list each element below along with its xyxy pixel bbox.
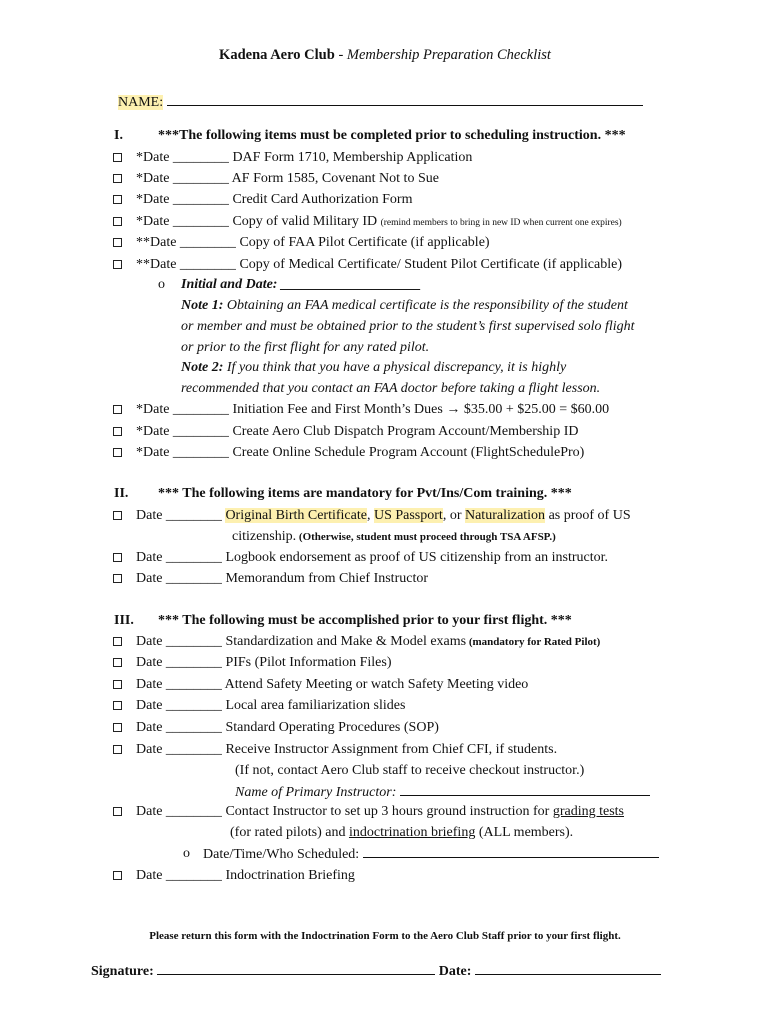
primary-instructor-line[interactable]: [400, 783, 650, 796]
checklist-item: Date ________ Indoctrination Briefing: [136, 868, 355, 883]
highlight-naturalization: Naturalization: [464, 508, 546, 523]
highlight-birth-certificate: Original Birth Certificate: [225, 508, 367, 523]
checkbox-icon[interactable]: [113, 511, 122, 520]
signature-row: [91, 962, 661, 981]
citizenship-line2: citizenship. (Otherwise, student must proceed through TSA AFSP.): [232, 529, 556, 544]
section2-number: II.: [114, 486, 129, 501]
primary-instructor-label: Name of Primary Instructor:: [235, 785, 397, 800]
sub-bullet-icon: o: [158, 277, 165, 292]
military-id-note: (remind members to bring in new ID when current one expires): [380, 218, 622, 228]
checkbox-icon[interactable]: [113, 658, 122, 667]
note1-line2: or member and must be obtained prior to the student’s first supervised solo flight: [181, 319, 635, 334]
contact-line2: (for rated pilots) and indoctrination briefing (ALL members).: [230, 825, 574, 840]
checklist-item: Date ________ Attend Safety Meeting or watch Safety Meeting video: [136, 677, 529, 692]
section1-heading: ***The following items must be completed prior to scheduling instruction. ***: [158, 128, 626, 143]
checklist-item: *Date ________ Create Aero Club Dispatch Program Account/Membership ID: [136, 424, 579, 439]
footer-note: Please return this form with the Indoctrination Form to the Aero Club Staff prior to your first flight.: [149, 930, 621, 942]
signature-label: Signature:: [91, 964, 154, 979]
initial-and-date: Initial and Date: ____________________: [181, 277, 421, 292]
checklist-item: **Date ________ Copy of FAA Pilot Certificate (if applicable): [136, 235, 490, 250]
checklist-item: Date ________ Logbook endorsement as proof of US citizenship from an instructor.: [136, 550, 609, 565]
checklist-item-contact: Date ________ Contact Instructor to set up 3 hours ground instruction for grading tests: [136, 804, 624, 819]
cfi-line2: (If not, contact Aero Club staff to receive checkout instructor.): [235, 763, 585, 778]
section2-heading: *** The following items are mandatory for Pvt/Ins/Com training. ***: [158, 486, 572, 501]
checklist-item: **Date ________ Copy of Medical Certificate/ Student Pilot Certificate (if applicable): [136, 257, 622, 272]
checklist-item: *Date ________ Credit Card Authorization Form: [136, 192, 413, 207]
title-subtitle: Membership Preparation Checklist: [346, 47, 551, 63]
indoctrination-briefing-link: indoctrination briefing: [348, 825, 476, 840]
checkbox-icon[interactable]: [113, 195, 122, 204]
scheduled-line[interactable]: [363, 845, 659, 858]
checklist-item: *Date ________ AF Form 1585, Covenant Not to Sue: [136, 171, 439, 186]
note2-line2: recommended that you contact an FAA doctor before taking a flight lesson.: [181, 381, 601, 396]
name-field-line[interactable]: [167, 93, 643, 106]
checklist-item: *Date ________ Create Online Schedule Program Account (FlightSchedulePro): [136, 445, 585, 460]
date-label: Date:: [438, 964, 472, 979]
note1-line1: Note 1: Obtaining an FAA medical certificate is the responsibility of the student: [181, 298, 628, 313]
scheduled-label: Date/Time/Who Scheduled:: [203, 847, 360, 862]
checklist-item-citizenship: Date ________ Original Birth Certificate, US Passport, or Naturalization as proof of US: [136, 508, 631, 523]
highlight-us-passport: US Passport: [373, 508, 443, 523]
checklist-item: Date ________ Local area familiarization slides: [136, 698, 406, 713]
title-org: Kadena Aero Club: [219, 47, 335, 63]
section1-number: I.: [114, 128, 123, 143]
checkbox-icon[interactable]: [113, 553, 122, 562]
checkbox-icon[interactable]: [113, 217, 122, 226]
note1-line3: or prior to the first flight for any rated pilot.: [181, 340, 430, 355]
checkbox-icon[interactable]: [113, 723, 122, 732]
checkbox-icon[interactable]: [113, 427, 122, 436]
checkbox-icon[interactable]: [113, 238, 122, 247]
checkbox-icon[interactable]: [113, 871, 122, 880]
checkbox-icon[interactable]: [113, 405, 122, 414]
checkbox-icon[interactable]: [113, 680, 122, 689]
checkbox-icon[interactable]: [113, 260, 122, 269]
grading-tests-link: grading tests: [552, 804, 624, 819]
name-row: [118, 93, 643, 112]
checklist-item: Date ________ PIFs (Pilot Information Files): [136, 655, 392, 670]
checklist-item: Date ________ Receive Instructor Assignment from Chief CFI, if students.: [136, 742, 558, 757]
signature-date-line[interactable]: [475, 962, 661, 975]
checklist-item: Date ________ Standard Operating Procedures (SOP): [136, 720, 439, 735]
primary-instructor-row: [235, 783, 650, 802]
checkbox-icon[interactable]: [113, 448, 122, 457]
note2-line1: Note 2: If you think that you have a physical discrepancy, it is highly: [181, 360, 567, 375]
checklist-item: *Date ________ Copy of valid Military ID (remind members to bring in new ID when current one expires): [136, 214, 622, 229]
name-label: NAME:: [118, 95, 164, 110]
checkbox-icon[interactable]: [113, 807, 122, 816]
checkbox-icon[interactable]: [113, 745, 122, 754]
checkbox-icon[interactable]: [113, 153, 122, 162]
checklist-item: Date ________ Standardization and Make & Model exams (mandatory for Rated Pilot): [136, 634, 601, 649]
checklist-item: *Date ________ Initiation Fee and First Month’s Dues → $35.00 + $25.00 = $60.00: [136, 402, 610, 417]
title-separator: -: [334, 47, 347, 63]
checkbox-icon[interactable]: [113, 574, 122, 583]
rated-pilot-note: (mandatory for Rated Pilot): [466, 636, 601, 648]
signature-line[interactable]: [157, 962, 435, 975]
section3-heading: *** The following must be accomplished prior to your first flight. ***: [158, 613, 572, 628]
tsa-afsp-note: (Otherwise, student must proceed through TSA AFSP.): [296, 531, 556, 543]
checkbox-icon[interactable]: [113, 174, 122, 183]
checkbox-icon[interactable]: [113, 701, 122, 710]
section3-number: III.: [114, 613, 134, 628]
checklist-item: Date ________ Memorandum from Chief Instructor: [136, 571, 428, 586]
document-title: [0, 47, 770, 64]
scheduled-row: [203, 845, 659, 864]
checklist-item: *Date ________ DAF Form 1710, Membership Application: [136, 150, 473, 165]
checkbox-icon[interactable]: [113, 637, 122, 646]
sub-bullet-icon: o: [183, 846, 190, 861]
